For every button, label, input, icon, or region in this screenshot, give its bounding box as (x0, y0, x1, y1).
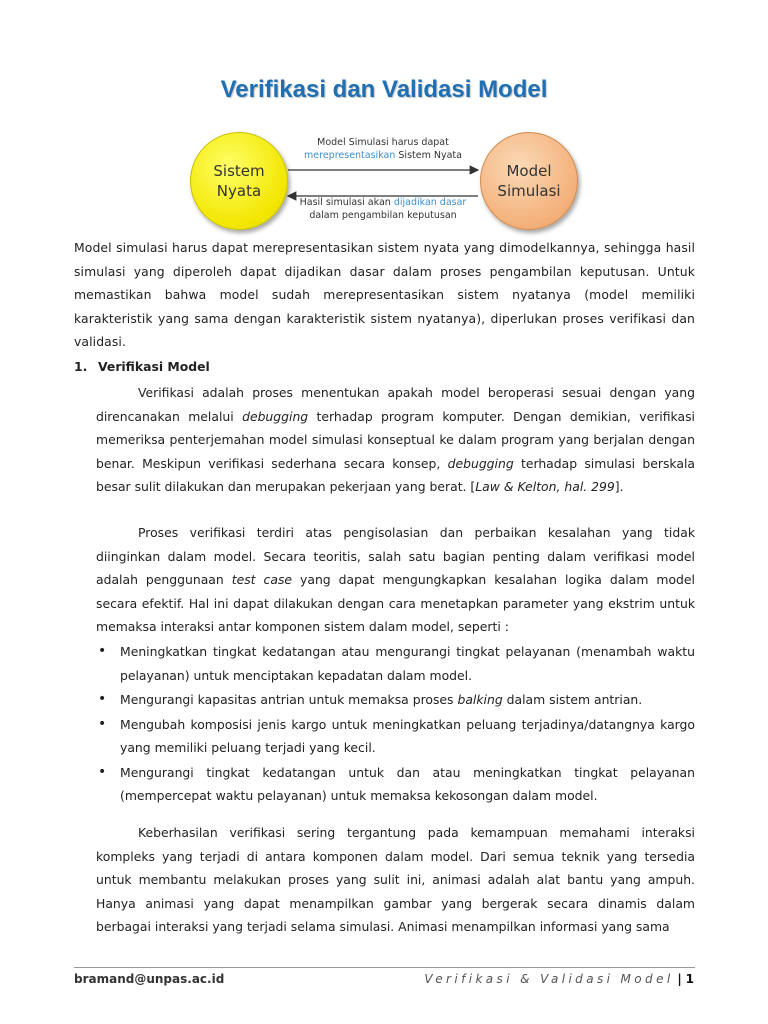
p3-text: Keberhasilan verifikasi sering tergantung pada kemampuan memahami interaksi kompleks yang terjadi di antara komponen dalam model. Dari semua teknik yang tersedia untuk membantu melakukan proses yang sulit ini, animasi adalah alat bantu yang ampuh. Hanya animasi yang dapat menampilkan gambar yang bergerak secara dinamis dalam berbagai interaksi yang terjadi selama simulasi. Animasi menampilkan informasi yang sama (96, 825, 695, 934)
p1-citation: Law & Kelton, hal. 299 (475, 479, 615, 494)
page-number: 1 (685, 972, 694, 986)
paragraph-3 (96, 821, 695, 939)
bottom-label-line2: dalam pengambilan keputusan (309, 210, 457, 221)
bullet-3-text: Mengubah komposisi jenis kargo untuk meningkatkan peluang terjadinya/datangnya kargo yang memiliki peluang terjadi yang kecil. (120, 716, 695, 755)
bottom-label-a: Hasil simulasi akan (299, 197, 394, 208)
list-item (96, 713, 695, 760)
p1-em-2: debugging (447, 455, 514, 471)
top-arrow-label (290, 136, 476, 162)
circle-label-left: Sistem Nyata (213, 162, 265, 200)
top-label-rest: Sistem Nyata (395, 150, 462, 161)
circle-label-right: Model Simulasi (497, 162, 561, 200)
section-title: Verifikasi Model (98, 359, 210, 374)
p1-text-d: ]. (614, 479, 624, 494)
circle-model-simulasi (480, 132, 578, 230)
intro-text: Model simulasi harus dapat merepresentasikan sistem nyata yang dimodelkannya, sehingga hasil simulasi yang diperoleh dapat dijadikan dasar dalam proses pengambilan keputusan. Untuk memastikan bahwa model sudah merepresentasikan sistem nyatanya (model memiliki karakteristik yang sama dengan karakteristik sistem nyatanya), diperlukan proses verifikasi dan validasi. (74, 240, 695, 349)
list-item (96, 640, 695, 687)
p2-em: test case (231, 572, 293, 587)
bullet-2-em: balking (457, 692, 503, 707)
flow-diagram (180, 130, 580, 230)
running-title: Verifikasi & Validasi Model (424, 972, 674, 986)
list-item (96, 761, 695, 808)
p2-text-a: Proses verifikasi terdiri atas pengisolasian dan perbaikan kesalahan yang tidak diinginkan dalam model. Secara teoritis, salah satu bagian penting dalam verifikasi model adalah penggunaan (96, 525, 695, 587)
circle-sistem-nyata (190, 132, 288, 230)
page-title: Verifikasi dan Validasi Model (220, 76, 548, 103)
bullet-4-text: Mengurangi tingkat kedatangan untuk dan atau meningkatkan tingkat pelayanan (mempercepat waktu pelayanan) untuk memaksa kekosongan dalam model. (120, 764, 695, 803)
p1-text-b: terhadap program komputer. Dengan demikian, verifikasi memeriksa penterjemahan model simulasi konseptual ke dalam program yang berjalan dengan benar. Meskipun verifikasi sederhana secara konsep, (96, 408, 695, 471)
bottom-arrow-label (290, 196, 476, 222)
footer-running-title (424, 972, 694, 986)
list-item (96, 688, 695, 712)
bullet-1-text: Meningkatkan tingkat kedatangan atau mengurangi tingkat pelayanan (menambah waktu pelayanan) untuk menciptakan kepadatan dalam model. (120, 644, 695, 683)
bullet-list (96, 640, 695, 809)
top-label-line1: Model Simulasi harus dapat (317, 137, 449, 148)
paragraph-2 (96, 521, 695, 639)
p2-text-b: yang dapat mengungkapkan kesalahan logika dalam model secara efektif. Hal ini dapat dilakukan dengan cara menetapkan parameter yang ekstrim untuk memaksa interaksi antar komponen sistem dalam model, seperti : (96, 572, 695, 634)
bullet-2-text-b: dalam sistem antrian. (502, 692, 643, 707)
paragraph-1 (96, 381, 695, 499)
section-heading (74, 359, 210, 374)
p1-text-a: Verifikasi adalah proses menentukan apakah model beroperasi sesuai dengan yang direncanakan melalui (96, 385, 695, 424)
bullet-2-text-a: Mengurangi kapasitas antrian untuk memaksa proses (120, 692, 458, 707)
bottom-label-accent: dijadikan dasar (393, 197, 467, 208)
p1-em-1: debugging (242, 408, 309, 424)
footer-email: bramand@unpas.ac.id (74, 972, 225, 986)
footer-divider (74, 967, 695, 968)
p1-text-c: terhadap simulasi berskala besar sulit dilakukan dan merupakan pekerjaan yang berat. [ (96, 455, 695, 494)
section-number: 1. (74, 359, 88, 374)
intro-paragraph (74, 236, 695, 354)
top-label-accent: merepresentasikan (304, 150, 396, 161)
footer-separator: | (677, 972, 682, 986)
